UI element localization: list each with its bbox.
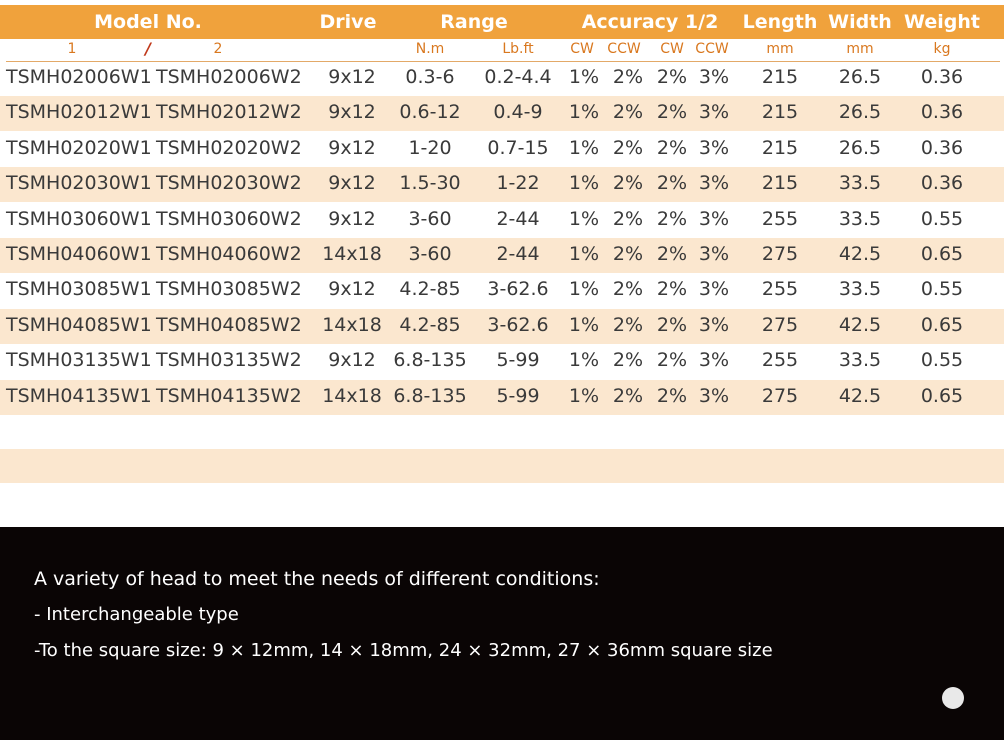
cell-cw1: 1% [568, 278, 600, 301]
cell-m2: TSMH02006W2 [156, 66, 302, 88]
header-length: Length [742, 11, 818, 33]
cell-ccw1: 2% [612, 136, 644, 159]
cell-length: 255 [761, 207, 799, 230]
cell-cw2: 2% [656, 172, 688, 195]
subheader-cw-1: CW [570, 41, 594, 57]
cell-m2: TSMH03135W2 [156, 349, 302, 372]
info-line-2: - Interchangeable type [34, 604, 239, 625]
cell-nm: 1.5-30 [399, 172, 461, 195]
subheader-lbft: Lb.ft [502, 41, 534, 57]
cell-lbft: 3-62.6 [487, 278, 549, 301]
table-subheader [0, 39, 1004, 63]
cell-m2: TSMH03085W2 [156, 278, 302, 301]
cell-m2: TSMH04060W2 [156, 243, 302, 265]
subheader-ccw-2: CCW [695, 41, 729, 57]
cell-m1: TSMH02020W1 [6, 136, 152, 159]
cell-cw1: 1% [568, 66, 600, 88]
cell-ccw1: 2% [612, 278, 644, 301]
cell-length: 215 [761, 172, 799, 195]
cell-cw2: 2% [656, 278, 688, 301]
cell-cw1: 1% [568, 349, 600, 372]
cell-ccw2: 3% [698, 349, 730, 372]
cell-m2: TSMH02012W2 [156, 101, 302, 124]
cell-width: 33.5 [838, 172, 882, 195]
table-row [0, 238, 1004, 273]
cell-nm: 1-20 [408, 136, 452, 159]
cell-cw2: 2% [656, 243, 688, 265]
cell-m1: TSMH04085W1 [6, 313, 152, 336]
cell-weight: 0.55 [920, 278, 964, 301]
cell-ccw2: 3% [698, 384, 730, 407]
cell-nm: 4.2-85 [399, 278, 461, 301]
cell-drive: 14x18 [322, 243, 382, 265]
table-row [0, 61, 1004, 96]
cell-ccw1: 2% [612, 349, 644, 372]
cell-cw1: 1% [568, 243, 600, 265]
cell-width: 33.5 [838, 278, 882, 301]
cell-nm: 6.8-135 [393, 384, 467, 407]
cell-cw1: 1% [568, 172, 600, 195]
cell-ccw2: 3% [698, 207, 730, 230]
cell-cw2: 2% [656, 101, 688, 124]
cell-m1: TSMH02030W1 [6, 172, 152, 195]
cell-drive: 9x12 [328, 172, 376, 195]
cell-width: 42.5 [838, 384, 882, 407]
cell-lbft: 5-99 [496, 384, 540, 407]
cell-length: 275 [761, 384, 799, 407]
subheader-width-unit: mm [846, 41, 874, 57]
cell-cw2: 2% [656, 384, 688, 407]
header-width: Width [828, 11, 892, 33]
cell-ccw2: 3% [698, 136, 730, 159]
table-row [0, 132, 1004, 167]
cell-length: 215 [761, 66, 799, 88]
cell-m1: TSMH02006W1 [6, 66, 152, 88]
cell-ccw1: 2% [612, 207, 644, 230]
cell-ccw1: 2% [612, 172, 644, 195]
cell-lbft: 2-44 [496, 243, 540, 265]
cell-m1: TSMH03085W1 [6, 278, 152, 301]
table-row [0, 273, 1004, 308]
subheader-model-2: 2 [213, 41, 223, 57]
cell-length: 215 [761, 136, 799, 159]
cell-nm: 6.8-135 [393, 349, 467, 372]
cell-ccw2: 3% [698, 313, 730, 336]
subheader-nm: N.m [415, 41, 445, 57]
header-drive: Drive [319, 11, 377, 33]
header-model-no: Model No. [94, 11, 202, 33]
header-accuracy: Accuracy 1/2 [581, 11, 719, 33]
cell-ccw1: 2% [612, 313, 644, 336]
cell-m1: TSMH03135W1 [6, 349, 152, 372]
cell-length: 215 [761, 101, 799, 124]
cell-drive: 14x18 [322, 313, 382, 336]
cell-weight: 0.65 [920, 384, 964, 407]
cell-cw2: 2% [656, 207, 688, 230]
cell-ccw2: 3% [698, 101, 730, 124]
header-range: Range [440, 11, 508, 33]
cell-ccw1: 2% [612, 384, 644, 407]
subheader-length-unit: mm [766, 41, 794, 57]
cell-cw1: 1% [568, 101, 600, 124]
cell-lbft: 0.2-4.4 [484, 66, 552, 88]
cell-drive: 9x12 [328, 101, 376, 124]
cell-weight: 0.36 [920, 172, 964, 195]
cell-drive: 9x12 [328, 66, 376, 88]
cell-drive: 9x12 [328, 278, 376, 301]
cell-m1: TSMH04135W1 [6, 384, 152, 407]
cell-ccw2: 3% [698, 66, 730, 88]
table-row [0, 96, 1004, 131]
info-panel [0, 527, 1004, 740]
cell-m2: TSMH03060W2 [156, 207, 302, 230]
empty-row-band [0, 449, 1004, 483]
table-row [0, 344, 1004, 379]
cell-weight: 0.36 [920, 136, 964, 159]
cell-ccw2: 3% [698, 278, 730, 301]
cell-weight: 0.55 [920, 207, 964, 230]
circle-dot-icon[interactable] [942, 687, 964, 709]
cell-lbft: 0.7-15 [487, 136, 549, 159]
cell-cw2: 2% [656, 313, 688, 336]
cell-m1: TSMH03060W1 [6, 207, 152, 230]
table-row [0, 203, 1004, 238]
table-row [0, 167, 1004, 202]
cell-weight: 0.65 [920, 243, 964, 265]
cell-nm: 0.3-6 [405, 66, 455, 88]
table-row [0, 309, 1004, 344]
info-line-1: A variety of head to meet the needs of different conditions: [34, 568, 600, 590]
cell-m2: TSMH02030W2 [156, 172, 302, 195]
cell-ccw2: 3% [698, 172, 730, 195]
cell-width: 26.5 [838, 136, 882, 159]
cell-length: 275 [761, 313, 799, 336]
cell-m1: TSMH02012W1 [6, 101, 152, 124]
cell-length: 275 [761, 243, 799, 265]
cell-weight: 0.36 [920, 101, 964, 124]
cell-m1: TSMH04060W1 [6, 243, 152, 265]
cell-ccw2: 3% [698, 243, 730, 265]
cell-width: 42.5 [838, 243, 882, 265]
subheader-cw-2: CW [660, 41, 684, 57]
cell-width: 33.5 [838, 207, 882, 230]
cell-lbft: 1-22 [496, 172, 540, 195]
cell-width: 26.5 [838, 101, 882, 124]
cell-weight: 0.36 [920, 66, 964, 88]
cell-cw2: 2% [656, 136, 688, 159]
cell-weight: 0.55 [920, 349, 964, 372]
cell-cw1: 1% [568, 207, 600, 230]
cell-m2: TSMH04085W2 [156, 313, 302, 336]
subheader-model-1: 1 [67, 41, 77, 57]
cell-nm: 3-60 [408, 243, 452, 265]
cell-ccw1: 2% [612, 101, 644, 124]
cell-drive: 9x12 [328, 207, 376, 230]
cell-cw2: 2% [656, 66, 688, 88]
cell-width: 33.5 [838, 349, 882, 372]
info-line-3: -To the square size: 9 × 12mm, 14 × 18mm, 24 × 32mm, 27 × 36mm square size [34, 640, 773, 661]
cell-m2: TSMH02020W2 [156, 136, 302, 159]
cell-lbft: 0.4-9 [493, 101, 543, 124]
table-header [0, 5, 1004, 39]
cell-drive: 14x18 [322, 384, 382, 407]
cell-lbft: 3-62.6 [487, 313, 549, 336]
cell-cw1: 1% [568, 313, 600, 336]
cell-length: 255 [761, 349, 799, 372]
subheader-ccw-1: CCW [607, 41, 641, 57]
subheader-weight-unit: kg [933, 41, 951, 57]
cell-ccw1: 2% [612, 66, 644, 88]
cell-drive: 9x12 [328, 136, 376, 159]
cell-cw2: 2% [656, 349, 688, 372]
cell-lbft: 2-44 [496, 207, 540, 230]
cell-ccw1: 2% [612, 243, 644, 265]
cell-drive: 9x12 [328, 349, 376, 372]
cell-nm: 3-60 [408, 207, 452, 230]
cell-width: 42.5 [838, 313, 882, 336]
cell-nm: 4.2-85 [399, 313, 461, 336]
cell-m2: TSMH04135W2 [156, 384, 302, 407]
header-weight: Weight [904, 11, 980, 33]
cell-lbft: 5-99 [496, 349, 540, 372]
cell-nm: 0.6-12 [399, 101, 461, 124]
cell-length: 255 [761, 278, 799, 301]
cell-cw1: 1% [568, 136, 600, 159]
cell-width: 26.5 [838, 66, 882, 88]
cell-cw1: 1% [568, 384, 600, 407]
table-row [0, 380, 1004, 415]
cell-weight: 0.65 [920, 313, 964, 336]
subheader-slash: / [145, 39, 151, 58]
